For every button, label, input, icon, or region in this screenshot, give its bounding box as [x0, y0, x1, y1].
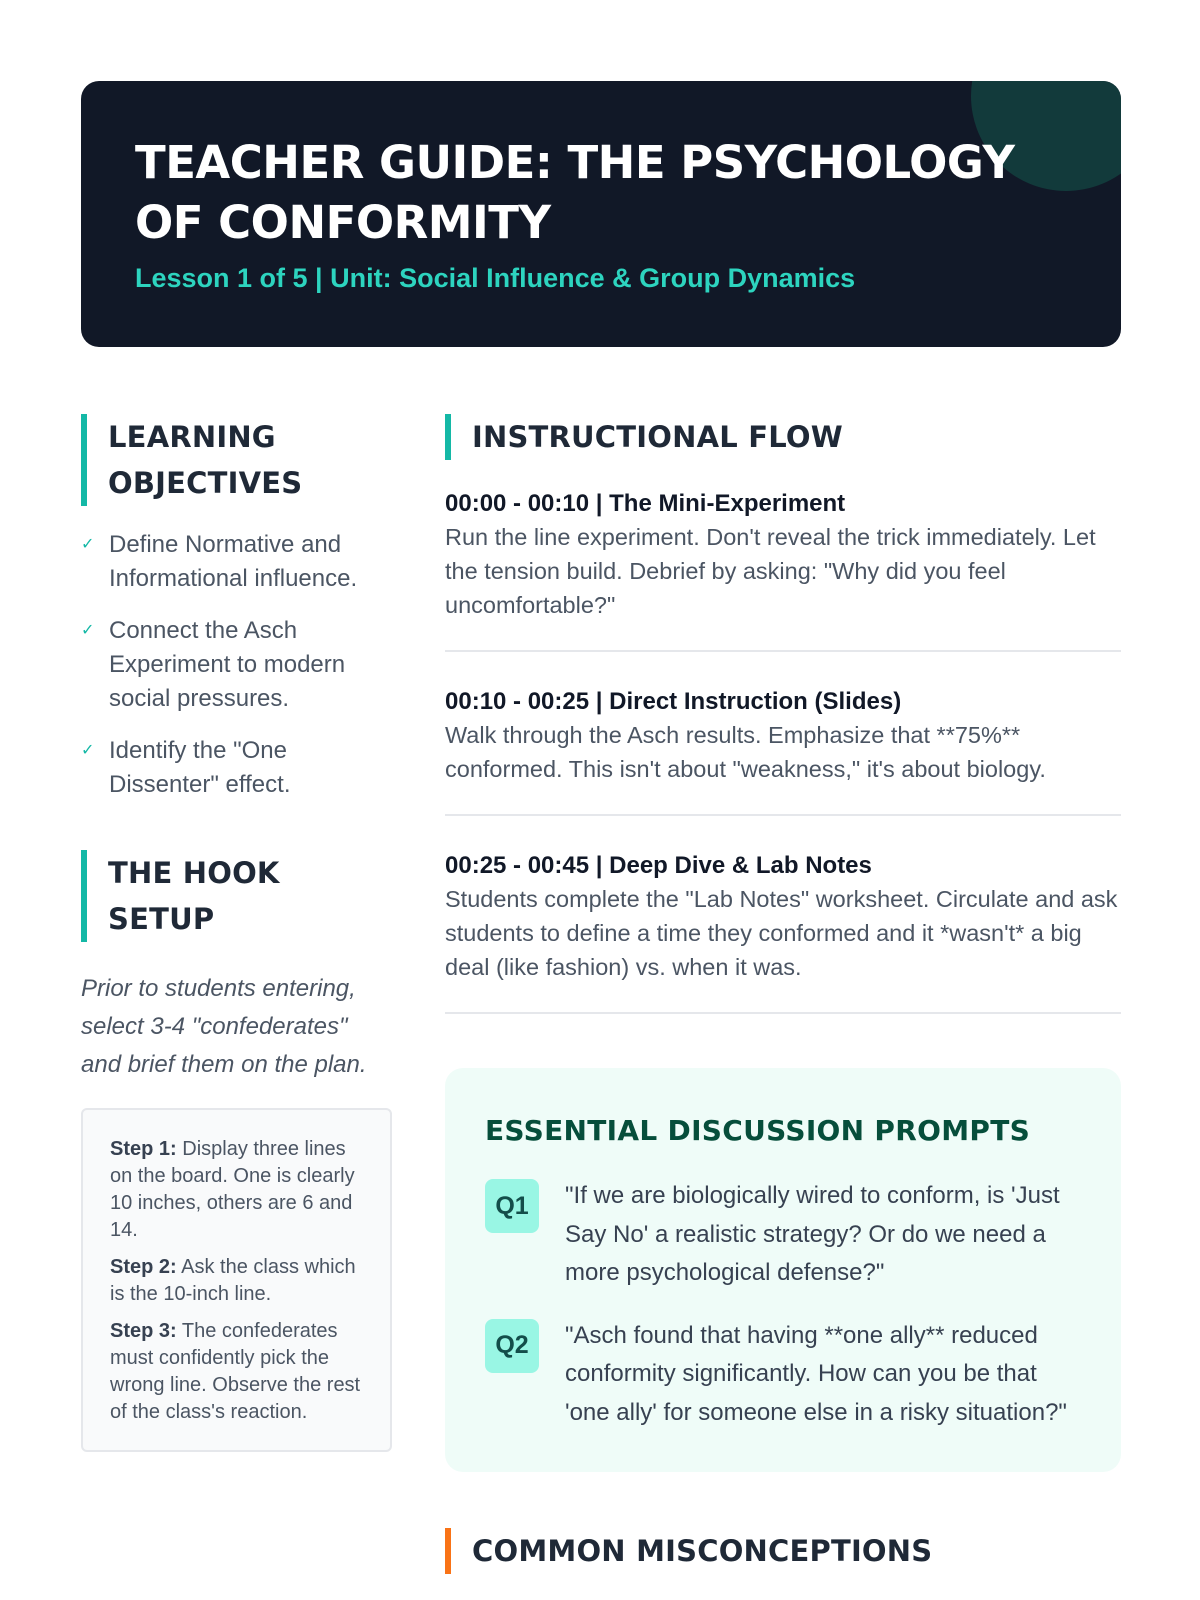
objective-item — [81, 734, 392, 802]
check-icon: ✓ — [81, 742, 95, 759]
flow-heading: INSTRUCTIONAL FLOW — [445, 414, 1121, 460]
prompt-text: "If we are biologically wired to conform, is 'Just Say No' a realistic strategy? Or do we need a more psychological defense?" — [565, 1182, 1060, 1286]
hook-step — [110, 1318, 364, 1426]
step-text: Ask the class which is the 10-inch line. — [110, 1256, 356, 1305]
guide-header — [81, 81, 1121, 347]
flow-item-description: Run the line experiment. Don't reveal the trick immediately. Let the tension build. Debrief by asking: "Why did you feel uncomfortable?" — [445, 524, 1096, 618]
page-title: TEACHER GUIDE: THE PSYCHOLOGY OF CONFORMITY — [135, 136, 1015, 249]
objective-text: Connect the Asch Experiment to modern social pressures. — [109, 617, 346, 712]
flow-item — [445, 488, 1121, 652]
objectives-heading: LEARNING OBJECTIVES — [81, 414, 392, 506]
objective-item — [81, 614, 392, 716]
left-column — [81, 414, 392, 1452]
flow-item — [445, 686, 1121, 816]
flow-item-title: 00:25 - 00:45 | Deep Dive & Lab Notes — [445, 852, 872, 879]
hook-step — [110, 1136, 364, 1244]
hook-intro: Prior to students entering, select 3-4 "confederates" and brief them on the plan. — [81, 975, 367, 1078]
misconceptions-heading: COMMON MISCONCEPTIONS — [445, 1528, 1121, 1574]
objective-text: Identify the "One Dissenter" effect. — [109, 737, 291, 798]
question-badge: Q2 — [485, 1319, 539, 1373]
step-text: Display three lines on the board. One is clearly 10 inches, others are 6 and 14. — [110, 1138, 355, 1241]
prompt-item — [485, 1177, 1081, 1293]
flow-item-description: Students complete the "Lab Notes" worksheet. Circulate and ask students to define a time they conformed and it *wasn't* a big deal (like fashion) vs. when it was. — [445, 886, 1118, 980]
prompt-text: "Asch found that having **one ally** reduced conformity significantly. How can you be that 'one ally' for someone else in a risky situation?" — [565, 1321, 1067, 1426]
hook-step — [110, 1254, 364, 1308]
step-label: Step 3: — [110, 1320, 177, 1342]
flow-item-description: Walk through the Asch results. Emphasize that **75%** conformed. This isn't about "weakness," it's about biology. — [445, 722, 1046, 782]
check-icon: ✓ — [81, 536, 95, 553]
prompts-heading: ESSENTIAL DISCUSSION PROMPTS — [485, 1114, 1031, 1147]
step-text: The confederates must confidently pick the wrong line. Observe the rest of the class's reaction. — [110, 1320, 361, 1423]
objectives-list — [81, 528, 392, 802]
lesson-subtitle: Lesson 1 of 5 | Unit: Social Influence & Group Dynamics — [135, 263, 856, 293]
right-column — [445, 414, 1121, 1574]
discussion-prompts-box — [445, 1068, 1121, 1472]
step-label: Step 2: — [110, 1256, 177, 1278]
objective-item — [81, 528, 392, 596]
prompt-item — [485, 1317, 1081, 1433]
flow-item-title: 00:00 - 00:10 | The Mini-Experiment — [445, 490, 846, 517]
hook-steps-box — [81, 1108, 392, 1452]
objective-text: Define Normative and Informational influence. — [109, 531, 358, 592]
flow-item — [445, 850, 1121, 1014]
flow-item-title: 00:10 - 00:25 | Direct Instruction (Slides) — [445, 688, 902, 715]
check-icon: ✓ — [81, 622, 95, 639]
hook-heading: THE HOOK SETUP — [81, 850, 392, 942]
step-label: Step 1: — [110, 1138, 177, 1160]
question-badge: Q1 — [485, 1179, 539, 1233]
